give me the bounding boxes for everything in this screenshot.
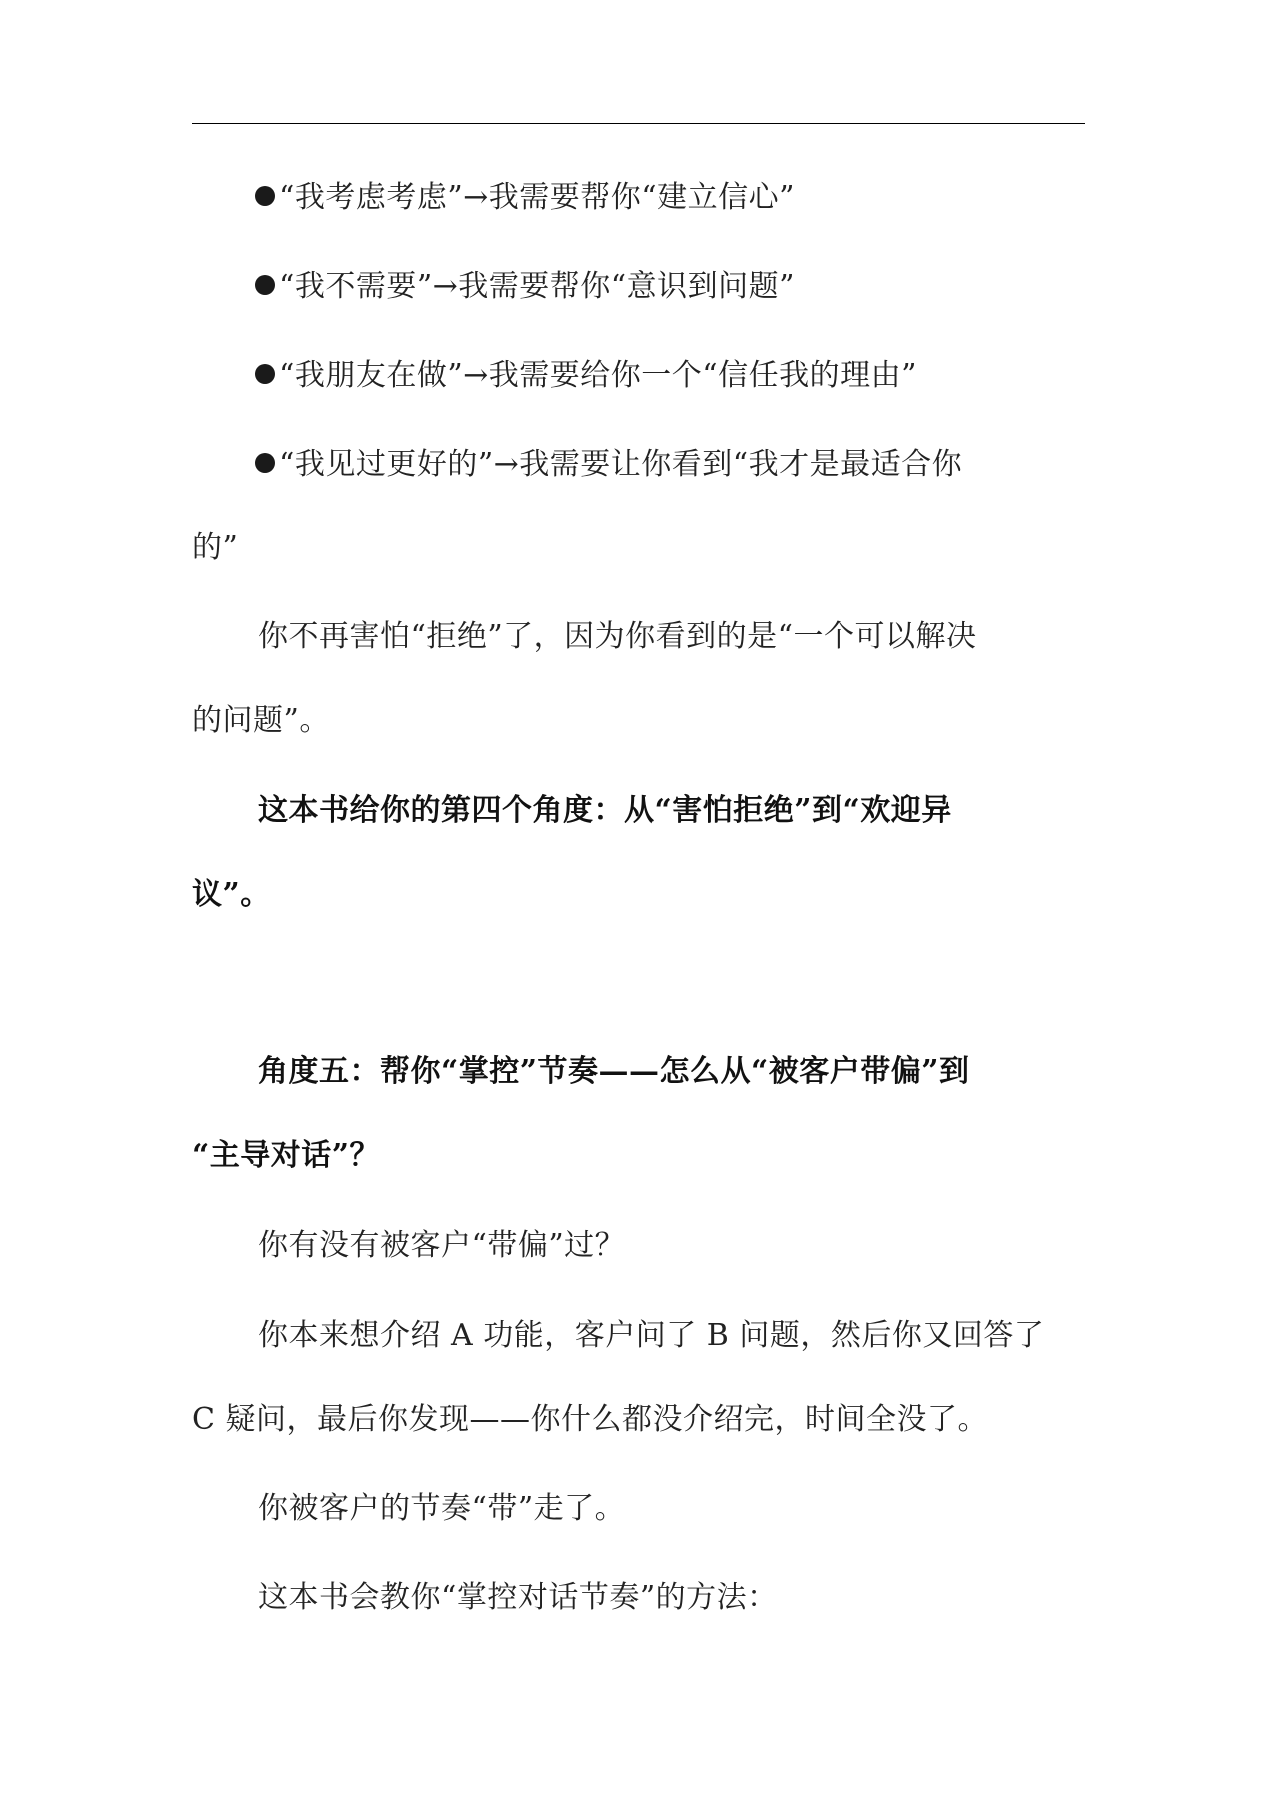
paragraph-line: 你被客户的节奏“带”走了。	[258, 1491, 626, 1526]
angle-four-statement-cont: 议”。	[192, 877, 271, 912]
bullet-text: “我不需要”→我需要帮你“意识到问题”	[279, 269, 795, 304]
paragraph-line: 你不再害怕“拒绝”了，因为你看到的是“一个可以解决	[258, 619, 977, 654]
paragraph-line: 你有没有被客户“带偏”过？	[258, 1228, 626, 1263]
bullet-dot-icon	[255, 364, 275, 384]
section-heading-cont: “主导对话”？	[192, 1138, 381, 1173]
bullet-item	[255, 447, 962, 483]
bullet-text: “我朋友在做”→我需要给你一个“信任我的理由”	[279, 358, 917, 393]
bullet-item	[255, 358, 917, 394]
section-heading: 角度五：帮你“掌控”节奏——怎么从“被客户带偏”到	[258, 1054, 970, 1089]
bullet-continuation: 的”	[192, 530, 239, 565]
paragraph-line: 你本来想介绍 A 功能，客户问了 B 问题，然后你又回答了	[258, 1318, 1045, 1353]
bullet-dot-icon	[255, 186, 275, 206]
paragraph-line: 这本书会教你“掌控对话节奏”的方法：	[258, 1580, 778, 1615]
bullet-text: “我考虑考虑”→我需要帮你“建立信心”	[279, 180, 795, 215]
bullet-dot-icon	[255, 275, 275, 295]
paragraph-line: C 疑问，最后你发现——你什么都没介绍完，时间全没了。	[192, 1402, 988, 1437]
angle-four-statement: 这本书给你的第四个角度：从“害怕拒绝”到“欢迎异	[258, 793, 952, 828]
bullet-item	[255, 180, 795, 216]
bullet-dot-icon	[255, 453, 275, 473]
header-rule	[192, 123, 1085, 124]
paragraph-line: 的问题”。	[192, 703, 330, 738]
bullet-text: “我见过更好的”→我需要让你看到“我才是最适合你	[279, 447, 963, 482]
bullet-item	[255, 269, 795, 305]
